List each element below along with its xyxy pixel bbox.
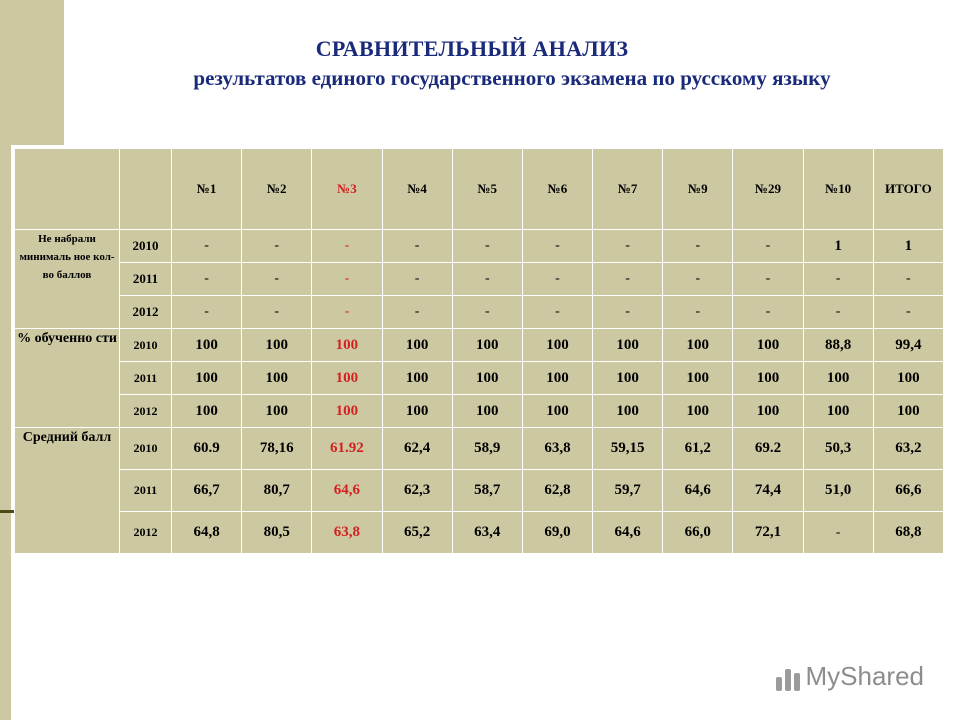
table-row [15,362,944,395]
table-header-row [15,149,944,230]
value-cell: 62,4 [382,428,452,470]
value-cell: - [312,296,382,329]
header-cell: №9 [663,149,733,230]
value-cell: 100 [663,395,733,428]
value-cell: 100 [312,395,382,428]
value-cell: 100 [663,329,733,362]
value-cell: 58,9 [452,428,522,470]
header-cell: №7 [593,149,663,230]
value-cell: 100 [803,395,873,428]
watermark-text: MyShared [805,661,924,691]
decorative-strip [0,145,11,720]
value-cell: - [172,296,242,329]
value-cell: 100 [522,329,592,362]
value-cell: 59,7 [593,470,663,512]
value-cell: 61,2 [663,428,733,470]
value-cell: - [312,230,382,263]
value-cell: 50,3 [803,428,873,470]
value-cell: 60.9 [172,428,242,470]
value-cell: 63,4 [452,512,522,554]
year-cell: 2011 [120,470,172,512]
value-cell: 99,4 [873,329,943,362]
table-row [15,329,944,362]
value-cell: 100 [452,329,522,362]
value-cell: 100 [382,395,452,428]
year-cell: 2011 [120,263,172,296]
value-cell: 100 [172,395,242,428]
table-row [15,263,944,296]
value-cell: 100 [452,395,522,428]
watermark [774,661,925,692]
value-cell: 100 [522,395,592,428]
category-label: % обученно сти [15,329,120,428]
year-cell: 2011 [120,362,172,395]
value-cell: - [172,230,242,263]
value-cell: 100 [593,329,663,362]
value-cell: 100 [172,329,242,362]
value-cell: 100 [733,395,803,428]
value-cell: 100 [522,362,592,395]
value-cell: 80,5 [242,512,312,554]
table-row [15,428,944,470]
bar-chart-icon [774,663,802,691]
value-cell: 100 [593,395,663,428]
value-cell: - [452,263,522,296]
value-cell: 100 [873,362,943,395]
header-cell: №1 [172,149,242,230]
value-cell: - [803,296,873,329]
year-cell: 2010 [120,329,172,362]
page-title [64,36,960,91]
value-cell: - [663,296,733,329]
value-cell: 1 [803,230,873,263]
value-cell: 64,8 [172,512,242,554]
value-cell: 66,7 [172,470,242,512]
category-label: Не набрали минималь ное кол-во баллов [15,230,120,329]
value-cell: 66,0 [663,512,733,554]
value-cell: - [733,230,803,263]
value-cell: 1 [873,230,943,263]
table-row [15,470,944,512]
value-cell: 78,16 [242,428,312,470]
header-cell: №29 [733,149,803,230]
value-cell: - [803,512,873,554]
value-cell: - [242,296,312,329]
value-cell: 69,0 [522,512,592,554]
value-cell: 63,2 [873,428,943,470]
table-row [15,296,944,329]
value-cell: - [873,296,943,329]
value-cell: 100 [242,362,312,395]
value-cell: 62,3 [382,470,452,512]
value-cell: 100 [873,395,943,428]
year-cell: 2012 [120,395,172,428]
value-cell: - [242,263,312,296]
value-cell: 64,6 [593,512,663,554]
value-cell: - [522,230,592,263]
value-cell: 64,6 [312,470,382,512]
value-cell: 100 [663,362,733,395]
accent-line [0,510,14,513]
value-cell: 66,6 [873,470,943,512]
value-cell: 69.2 [733,428,803,470]
value-cell: 63,8 [312,512,382,554]
value-cell: 100 [242,329,312,362]
value-cell: 59,15 [593,428,663,470]
year-cell: 2012 [120,512,172,554]
value-cell: - [593,230,663,263]
value-cell: - [733,296,803,329]
year-cell: 2010 [120,428,172,470]
value-cell: - [382,296,452,329]
decorative-band [0,0,64,145]
value-cell: - [803,263,873,296]
header-cell [15,149,120,230]
header-cell: №5 [452,149,522,230]
table-row [15,512,944,554]
value-cell: - [312,263,382,296]
table-row [15,395,944,428]
header-cell: №3 [312,149,382,230]
value-cell: 62,8 [522,470,592,512]
title-line-2: результатов единого государственного экзамена по русскому языку [193,66,831,90]
value-cell: 100 [242,395,312,428]
header-cell: №6 [522,149,592,230]
value-cell: - [663,263,733,296]
value-cell: - [733,263,803,296]
value-cell: 51,0 [803,470,873,512]
value-cell: - [593,296,663,329]
value-cell: 63,8 [522,428,592,470]
value-cell: 64,6 [663,470,733,512]
value-cell: 100 [593,362,663,395]
value-cell: - [172,263,242,296]
value-cell: 80,7 [242,470,312,512]
value-cell: 74,4 [733,470,803,512]
value-cell: - [663,230,733,263]
header-cell: №4 [382,149,452,230]
value-cell: - [873,263,943,296]
value-cell: 88,8 [803,329,873,362]
header-cell [120,149,172,230]
value-cell: 100 [382,329,452,362]
value-cell: - [452,230,522,263]
header-cell: №10 [803,149,873,230]
value-cell: - [382,263,452,296]
category-label: Средний балл [15,428,120,554]
value-cell: 65,2 [382,512,452,554]
value-cell: 100 [803,362,873,395]
results-table [14,148,944,554]
value-cell: - [382,230,452,263]
value-cell: 100 [312,329,382,362]
title-line-1: СРАВНИТЕЛЬНЫЙ АНАЛИЗ [315,36,629,61]
value-cell: 100 [172,362,242,395]
value-cell: - [242,230,312,263]
header-cell: №2 [242,149,312,230]
year-cell: 2012 [120,296,172,329]
value-cell: 61.92 [312,428,382,470]
table-row [15,230,944,263]
value-cell: 100 [733,329,803,362]
value-cell: 68,8 [873,512,943,554]
year-cell: 2010 [120,230,172,263]
value-cell: 100 [382,362,452,395]
header-cell: ИТОГО [873,149,943,230]
value-cell: 58,7 [452,470,522,512]
value-cell: 100 [312,362,382,395]
value-cell: 72,1 [733,512,803,554]
value-cell: - [522,296,592,329]
value-cell: - [452,296,522,329]
value-cell: - [522,263,592,296]
value-cell: - [593,263,663,296]
value-cell: 100 [733,362,803,395]
value-cell: 100 [452,362,522,395]
